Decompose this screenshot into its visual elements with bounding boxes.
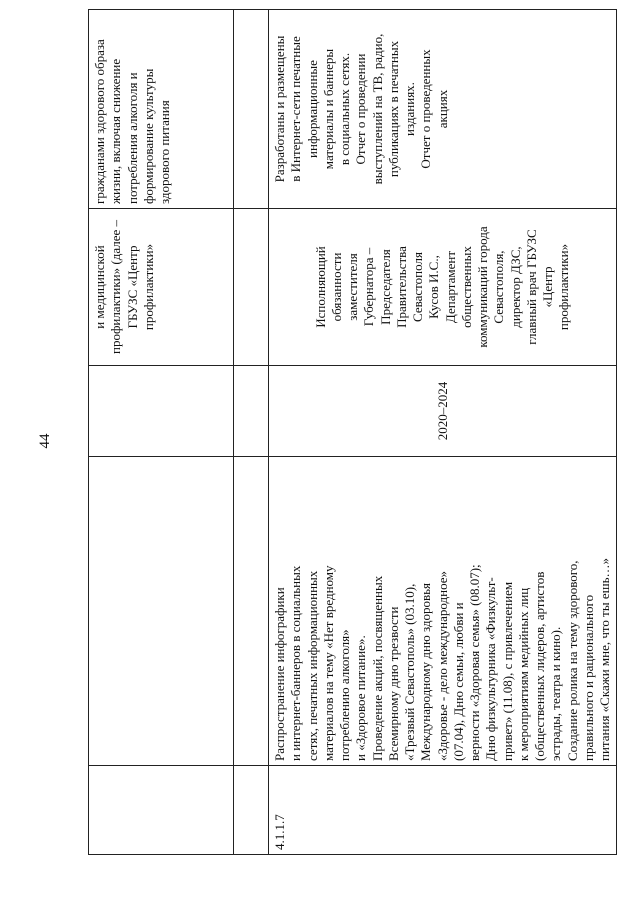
activity-line: «Трезвый Севастополь» (03.10), bbox=[402, 583, 417, 761]
result-text: гражданами здорового образа жизни, включая снижение потребления алкоголя и формирование культуры здорового питания bbox=[92, 39, 172, 204]
activity-line: Международному дню здоровья bbox=[418, 582, 434, 761]
activity-line: «Здоровье - дело международное» bbox=[434, 570, 450, 761]
executor-line: Губернатора – bbox=[361, 247, 377, 327]
activity-line: питания «Скажи мне, что ты ешь…» bbox=[597, 557, 612, 761]
activity-line: Проведение акций, посвященных bbox=[369, 575, 385, 761]
result-line: Отчет о проведенных bbox=[418, 49, 434, 169]
executor-cell bbox=[89, 209, 234, 366]
result-line: выступлений на ТВ, радио, bbox=[369, 33, 385, 185]
executor-line: Кусов И.С., bbox=[426, 255, 442, 319]
executor-value-cell bbox=[269, 209, 617, 366]
activity-line: Создание ролика на тему здорового, bbox=[564, 560, 580, 761]
executor-line: «Центр bbox=[540, 266, 556, 308]
row-number: 4.1.1.7 bbox=[272, 814, 287, 850]
executor-line: общественных bbox=[458, 246, 474, 328]
executor-line: Правительства bbox=[393, 246, 409, 328]
table-row bbox=[89, 10, 234, 855]
activity-line: сетях, печатных информационных bbox=[304, 570, 320, 761]
activity-line: Всемирному дню трезвости bbox=[385, 606, 401, 761]
table-row bbox=[269, 10, 617, 855]
result-cell bbox=[89, 10, 234, 209]
activity-line: (07.04), Дню семьи, любви и bbox=[450, 602, 466, 761]
result-line: материалы и баннеры bbox=[320, 48, 336, 170]
activity-line: Дню физкультурника «Физкульт- bbox=[483, 577, 499, 761]
activity-line: и интернет-баннеров в социальных bbox=[288, 565, 304, 761]
result-line: Разработаны и размещены bbox=[272, 35, 287, 183]
activity-line: к мероприятиям медийных лиц bbox=[515, 587, 531, 761]
period-cell bbox=[89, 366, 234, 457]
empty-cell bbox=[234, 366, 269, 457]
number-cell bbox=[89, 766, 234, 855]
activity-description-cell bbox=[269, 457, 617, 766]
empty-cell bbox=[234, 10, 269, 209]
executor-line: Севастополя, bbox=[491, 250, 507, 324]
period-value-cell bbox=[269, 366, 617, 457]
page-number: 44 bbox=[36, 433, 53, 449]
executor-line: коммуникаций города bbox=[475, 226, 491, 348]
activity-line: (общественных лидеров, артистов bbox=[532, 571, 547, 761]
executor-line: обязанности bbox=[328, 252, 344, 322]
executor-line: Председателя bbox=[377, 249, 393, 325]
rotated-table-block bbox=[88, 33, 612, 855]
executor-line: главный врач ГБУЗС bbox=[523, 229, 539, 345]
activity-line: Распространение инфографики bbox=[272, 587, 287, 761]
executor-line: профилактики» bbox=[556, 243, 572, 331]
table-row bbox=[234, 10, 269, 855]
result-line: в социальных сетях. bbox=[337, 52, 352, 166]
activity-line: материалов на тему «Нет вредному bbox=[320, 565, 336, 761]
activity-line: потреблению алкоголя» bbox=[337, 629, 352, 761]
empty-cell bbox=[234, 457, 269, 766]
activity-line: эстрады, театра и кино). bbox=[548, 626, 564, 761]
empty-cell bbox=[234, 766, 269, 855]
result-value-cell bbox=[269, 10, 617, 209]
period-value: 2020–2024 bbox=[434, 381, 450, 441]
executor-line: Департамент bbox=[442, 250, 458, 324]
result-line: в Интернет-сети печатные bbox=[288, 36, 304, 182]
activity-line: верности «Здоровая семья» (08.07); bbox=[467, 564, 482, 761]
executor-line: Севастополя bbox=[410, 252, 426, 322]
result-line: изданиях. bbox=[402, 82, 417, 136]
executor-text: и медицинской профилактики» (далее – ГБУЗС «Центр профилактики» bbox=[92, 220, 156, 355]
activity-line: и «Здоровое питание». bbox=[353, 635, 369, 761]
empty-cell bbox=[234, 209, 269, 366]
activity-cell bbox=[89, 457, 234, 766]
result-line: информационные bbox=[304, 60, 320, 158]
activity-line: правильного и рационального bbox=[580, 594, 596, 761]
result-line: Отчет о проведении bbox=[353, 53, 369, 165]
activity-line: привет» (11.08), с привлечением bbox=[499, 581, 515, 761]
executor-line: директор ДЗС, bbox=[507, 246, 523, 328]
measures-table bbox=[88, 9, 617, 855]
executor-line: Исполняющий bbox=[312, 246, 328, 328]
result-line: публикациях в печатных bbox=[385, 40, 401, 178]
row-number-cell bbox=[269, 766, 617, 855]
result-line: акциях bbox=[434, 89, 450, 129]
executor-line: заместителя bbox=[345, 253, 361, 321]
